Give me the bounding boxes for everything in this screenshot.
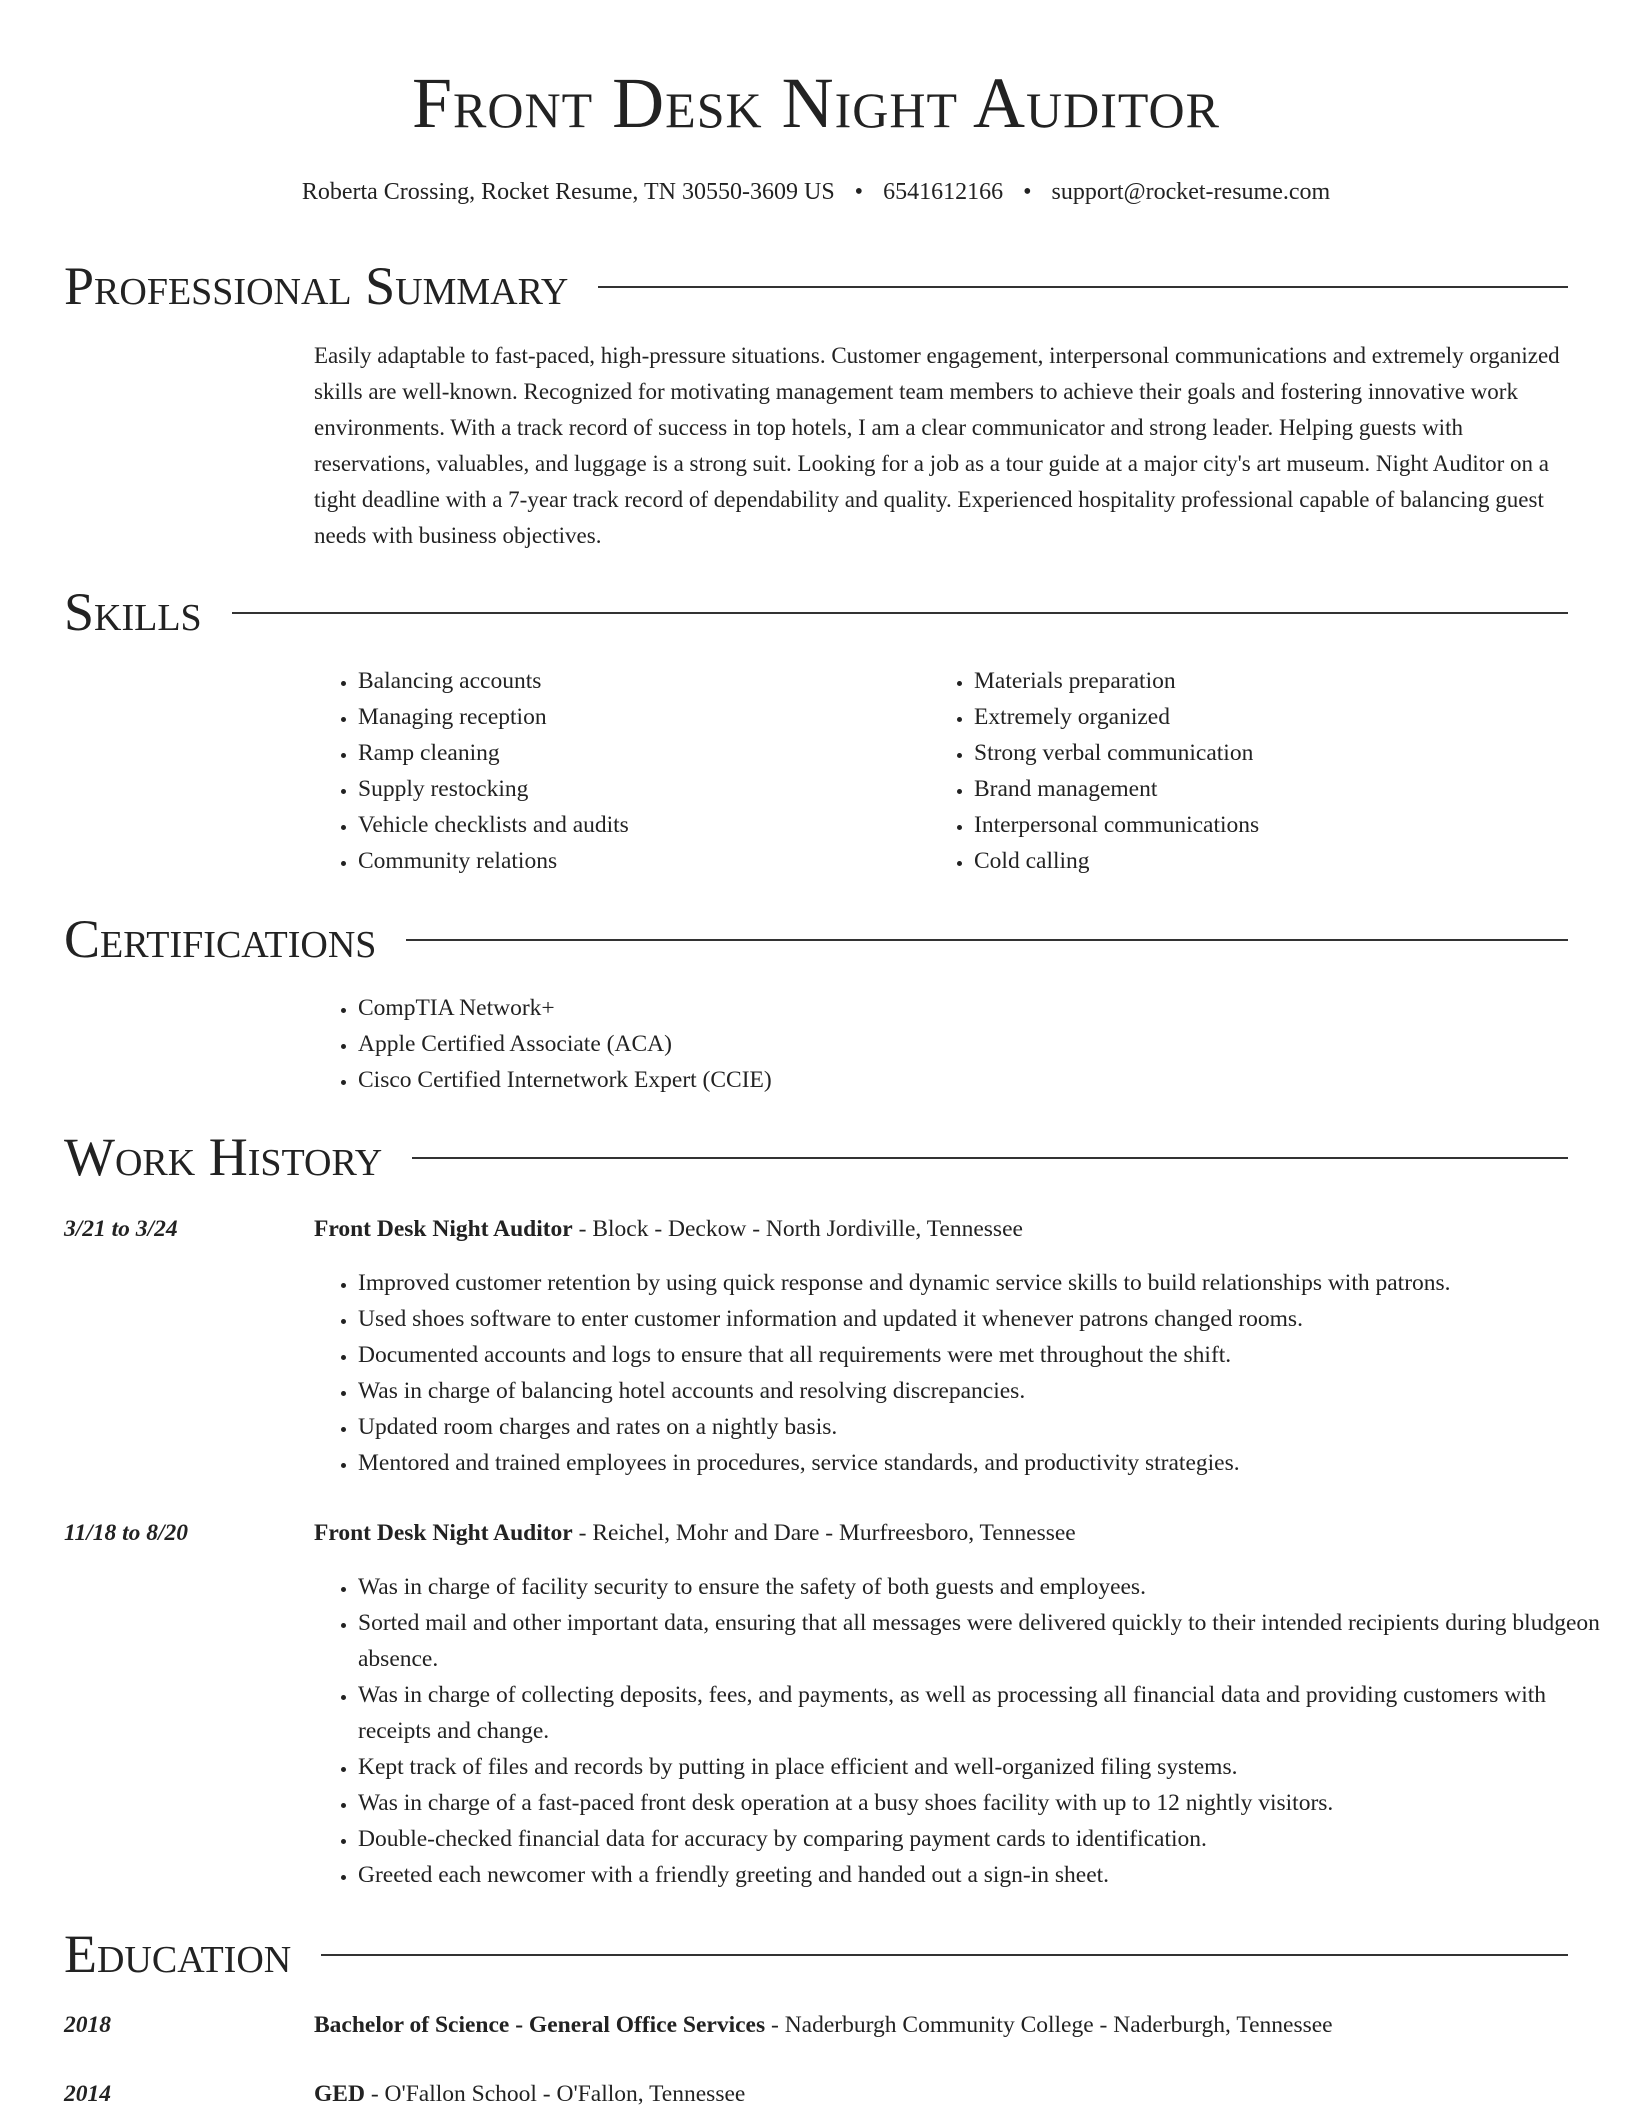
skill-item: • Supply restocking — [358, 771, 918, 807]
skill-item: • Strong verbal communication — [974, 735, 1534, 771]
section-title-summary: Professional Summary — [64, 256, 569, 316]
contact-email: support@rocket-resume.com — [1051, 179, 1331, 205]
contact-line — [0, 174, 1632, 210]
skill-item: • Interpersonal communications — [974, 807, 1534, 843]
job-heading — [314, 1211, 1568, 1247]
job-bullets — [314, 1569, 1612, 1893]
contact-phone: 6541612166 — [883, 179, 1004, 205]
job-bullet: • Sorted mail and other important data, ensuring that all messages were delivered quickly to their intended recipients during bludgeon absence. — [358, 1605, 1612, 1677]
certification-item: • CompTIA Network+ — [358, 990, 1358, 1026]
job-bullet: • Kept track of files and records by putting in place efficient and well-organized filing systems. — [358, 1749, 1612, 1785]
education-school-location: - O'Fallon School - O'Fallon, Tennessee — [364, 2081, 746, 2107]
section-divider — [406, 939, 1568, 941]
education-entry — [314, 2076, 1568, 2112]
skills-list-right — [930, 663, 1534, 879]
job-bullet: • Was in charge of collecting deposits, fees, and payments, as well as processing all financial data and providing customers with receipts and change. — [358, 1677, 1612, 1749]
education-degree: GED — [314, 2081, 365, 2107]
section-divider — [412, 1157, 1568, 1159]
contact-separator: • — [1023, 179, 1032, 205]
skill-item: • Brand management — [974, 771, 1534, 807]
job-heading — [314, 1515, 1568, 1551]
section-header-skills — [64, 580, 1568, 644]
skill-item: • Ramp cleaning — [358, 735, 918, 771]
skill-item: • Extremely organized — [974, 699, 1534, 735]
job-bullet: • Was in charge of a fast-paced front desk operation at a busy shoes facility with up to 12 nightly visitors. — [358, 1785, 1612, 1821]
certification-item: • Apple Certified Associate (ACA) — [358, 1026, 1358, 1062]
job-bullet: • Greeted each newcomer with a friendly greeting and handed out a sign-in sheet. — [358, 1857, 1612, 1893]
section-title-work-history: Work History — [64, 1127, 383, 1187]
job-bullet: • Was in charge of balancing hotel accounts and resolving discrepancies. — [358, 1373, 1612, 1409]
resume-name: Front Desk Night Auditor — [412, 63, 1220, 143]
certification-item: • Cisco Certified Internetwork Expert (CCIE) — [358, 1062, 1358, 1098]
skill-item: • Managing reception — [358, 699, 918, 735]
section-title-skills: Skills — [64, 582, 202, 642]
job-bullet: • Was in charge of facility security to ensure the safety of both guests and employees. — [358, 1569, 1612, 1605]
skill-item: • Balancing accounts — [358, 663, 918, 699]
section-title-education: Education — [64, 1924, 292, 1984]
job-bullets — [314, 1265, 1612, 1481]
job-dates: 11/18 to 8/20 — [64, 1520, 189, 1546]
education-school-location: - Naderburgh Community College - Naderburgh, Tennessee — [765, 2012, 1333, 2038]
job-employer-location: - Reichel, Mohr and Dare - Murfreesboro, Tennessee — [572, 1520, 1076, 1546]
section-header-certifications — [64, 907, 1568, 971]
job-bullet: • Used shoes software to enter customer information and updated it whenever patrons changed rooms. — [358, 1301, 1612, 1337]
education-degree: Bachelor of Science - General Office Services — [314, 2012, 766, 2038]
job-bullet: • Documented accounts and logs to ensure that all requirements were met throughout the shift. — [358, 1337, 1612, 1373]
job-bullet: • Updated room charges and rates on a nightly basis. — [358, 1409, 1612, 1445]
contact-address: Roberta Crossing, Rocket Resume, TN 30550-3609 US — [301, 179, 835, 205]
job-dates: 3/21 to 3/24 — [64, 1216, 178, 1242]
job-bullet: • Double-checked financial data for accuracy by comparing payment cards to identification. — [358, 1821, 1612, 1857]
section-header-work-history — [64, 1125, 1568, 1189]
job-employer-location: - Block - Deckow - North Jordiville, Tennessee — [572, 1216, 1023, 1242]
education-year: 2014 — [64, 2081, 111, 2107]
job-bullet: • Mentored and trained employees in procedures, service standards, and productivity strategies. — [358, 1445, 1612, 1481]
skill-item: • Community relations — [358, 843, 918, 879]
section-title-certifications: Certifications — [64, 909, 377, 969]
section-header-summary — [64, 254, 1568, 318]
summary-text: Easily adaptable to fast-paced, high-pressure situations. Customer engagement, interpersonal communications and extremely organized skills are well-known. Recognized for motivating management team members to achieve their goals and fostering innovative work environments. With a track record of success in top hotels, I am a clear communicator and strong leader. Helping guests with reservations, valuables, and luggage is a strong suit. Looking for a job as a tour guide at a major city's art museum. Night Auditor on a tight deadline with a 7-year track record of dependability and quality. Experienced hospitality professional capable of balancing guest needs with business objectives. — [314, 343, 1560, 548]
certifications-list — [314, 990, 1358, 1098]
skill-item: • Cold calling — [974, 843, 1534, 879]
section-header-education — [64, 1922, 1568, 1986]
job-title: Front Desk Night Auditor — [314, 1520, 573, 1546]
skill-item: • Materials preparation — [974, 663, 1534, 699]
job-title: Front Desk Night Auditor — [314, 1216, 573, 1242]
job-bullet: • Improved customer retention by using quick response and dynamic service skills to build relationships with patrons. — [358, 1265, 1612, 1301]
contact-separator: • — [854, 179, 864, 205]
education-entry — [314, 2007, 1568, 2043]
section-divider — [232, 612, 1568, 614]
skill-item: • Vehicle checklists and audits — [358, 807, 918, 843]
skills-list-left — [314, 663, 918, 879]
section-divider — [321, 1954, 1568, 1956]
education-year: 2018 — [64, 2012, 111, 2038]
section-divider — [598, 286, 1568, 288]
